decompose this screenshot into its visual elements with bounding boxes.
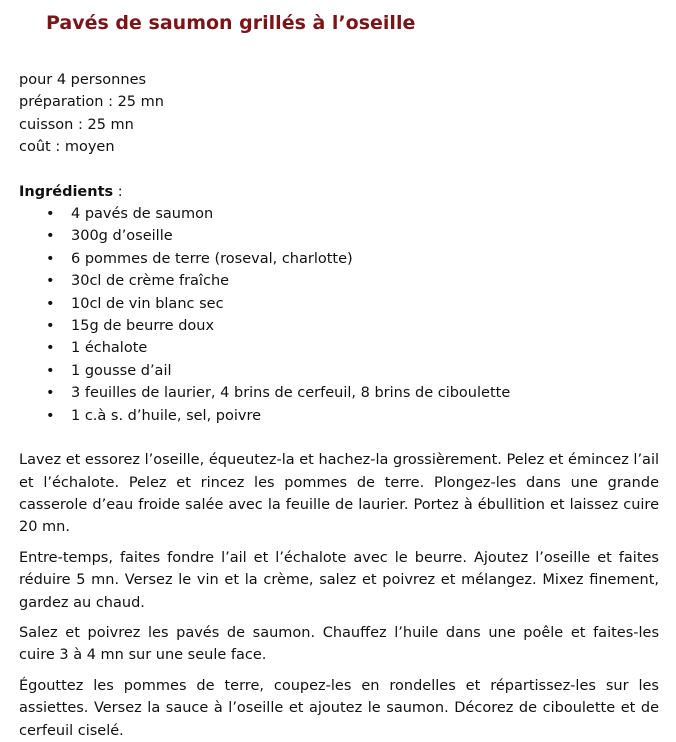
bullet-icon: • [46, 385, 55, 402]
step-paragraph: Salez et poivrez les pavés de saumon. Chauffez l’huile dans une poêle et faites-les cuire 3 à 4 mn sur une seule face. [19, 624, 659, 664]
step-paragraph: Entre-temps, faites fondre l’ail et l’échalote avec le beurre. Ajoutez l’oseille et faites réduire 5 mn. Versez le vin et la crème, salez et poivrez et mélangez. Mixez finement, gardez au chaud. [19, 549, 659, 611]
recipe-meta [19, 69, 659, 159]
bullet-icon: • [46, 318, 55, 335]
ingredient-text: 1 c.à s. d’huile, sel, poivre [71, 407, 262, 424]
ingredient-text: 6 pommes de terre (roseval, charlotte) [71, 250, 353, 267]
ingredient-text: 300g d’oseille [71, 228, 173, 245]
step-paragraph: Égouttez les pommes de terre, coupez-les en rondelles et répartissez-les sur les assiettes. Versez la sauce à l’oseille et ajoutez le saumon. Décorez de ciboulette et de cerfeuil ciselé. [19, 677, 659, 739]
list-item [19, 405, 659, 427]
ingredients-colon: : [113, 183, 123, 200]
list-item [19, 360, 659, 382]
bullet-icon: • [46, 273, 55, 290]
ingredient-text: 15g de beurre doux [71, 318, 215, 335]
bullet-icon: • [46, 295, 55, 312]
recipe-steps [19, 449, 659, 742]
servings-line: pour 4 personnes [19, 72, 147, 88]
ingredient-text: 10cl de vin blanc sec [71, 295, 224, 312]
list-item [19, 203, 659, 225]
list-item [19, 225, 659, 247]
list-item [19, 248, 659, 270]
step-paragraph: Lavez et essorez l’oseille, équeutez-la et hachez-la grossièrement. Pelez et émincez l’ail et l’échalote. Pelez et rincez les pommes de terre. Plongez-les dans une grande casserole d’eau froide salée avec la feuille de laurier. Portez à ébullition et laissez cuire 20 mn. [19, 452, 659, 536]
ingredient-text: 30cl de crème fraîche [71, 273, 230, 290]
bullet-icon: • [46, 206, 55, 223]
preparation-time-line: préparation : 25 mn [19, 94, 164, 111]
bullet-icon: • [46, 407, 55, 424]
list-item [19, 382, 659, 404]
ingredient-text: 1 échalote [71, 340, 148, 357]
ingredients-heading [19, 181, 659, 203]
bullet-icon: • [46, 250, 55, 267]
list-item [19, 315, 659, 337]
bullet-icon: • [46, 228, 55, 245]
ingredient-text: 3 feuilles de laurier, 4 brins de cerfeuil, 8 brins de ciboulette [71, 385, 511, 402]
ingredient-text: 1 gousse d’ail [71, 362, 172, 379]
cooking-time-line: cuisson : 25 mn [19, 116, 134, 133]
list-item [19, 337, 659, 359]
cost-line: coût : moyen [19, 139, 115, 156]
ingredients-list [19, 203, 659, 427]
recipe-title: Pavés de saumon grillés à l’oseille [46, 12, 416, 34]
ingredients-label: Ingrédients [19, 183, 114, 200]
list-item [19, 270, 659, 292]
bullet-icon: • [46, 362, 55, 379]
list-item [19, 293, 659, 315]
bullet-icon: • [46, 340, 55, 357]
ingredient-text: 4 pavés de saumon [71, 206, 214, 223]
